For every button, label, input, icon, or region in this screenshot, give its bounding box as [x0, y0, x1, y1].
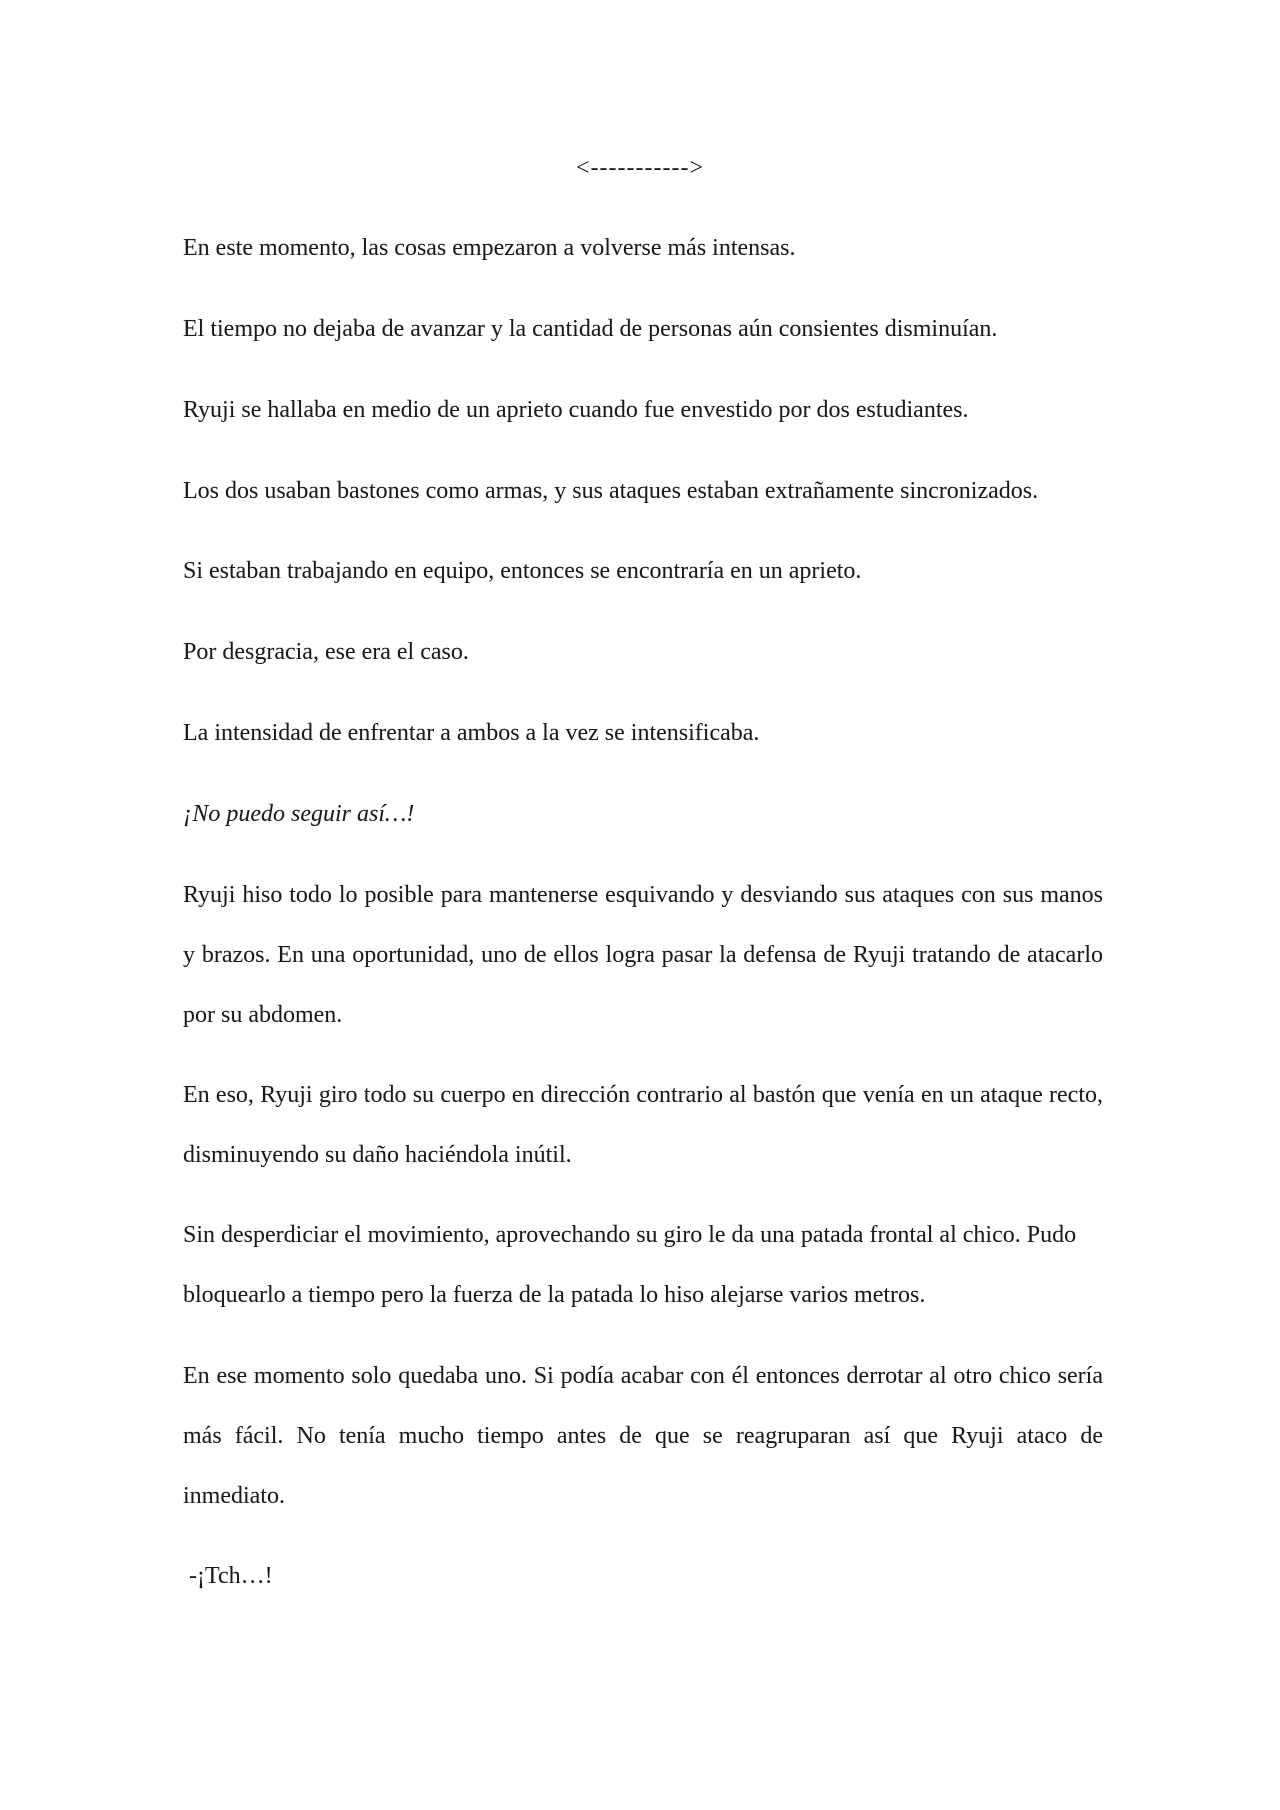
paragraph-1: En este momento, las cosas empezaron a volverse más intensas.	[183, 235, 796, 261]
paragraph-2: El tiempo no dejaba de avanzar y la cantidad de personas aún consientes disminuían.	[183, 316, 998, 342]
paragraph-4: Los dos usaban bastones como armas, y sus ataques estaban extrañamente sincronizados.	[183, 478, 1039, 504]
paragraph-6: Por desgracia, ese era el caso.	[183, 639, 469, 665]
section-divider: <----------->	[576, 155, 704, 181]
paragraph-9: Ryuji hiso todo lo posible para mantenerse esquivando y desviando sus ataques con sus manos y brazos. En una oportunidad, uno de ellos logra pasar la defensa de Ryuji tratando de atacarlo por su abdomen.	[183, 882, 1103, 1028]
paragraph-13-dialogue: -¡Tch…!	[183, 1563, 273, 1589]
paragraph-5: Si estaban trabajando en equipo, entonces se encontraría en un aprieto.	[183, 558, 862, 584]
paragraph-12: En ese momento solo quedaba uno. Si podía acabar con él entonces derrotar al otro chico sería más fácil. No tenía mucho tiempo antes de que se reagruparan así que Ryuji ataco de inmediato.	[183, 1363, 1103, 1509]
paragraph-11: Sin desperdiciar el movimiento, aprovechando su giro le da una patada frontal al chico. Pudo bloquearlo a tiempo pero la fuerza de la patada lo hiso alejarse varios metros.	[183, 1222, 1077, 1308]
paragraph-10: En eso, Ryuji giro todo su cuerpo en dirección contrario al bastón que venía en un ataque recto, disminuyendo su daño haciéndola inútil.	[183, 1082, 1103, 1168]
paragraph-7: La intensidad de enfrentar a ambos a la vez se intensificaba.	[183, 720, 760, 746]
paragraph-8-thought: ¡No puedo seguir así…!	[183, 801, 415, 827]
paragraph-3: Ryuji se hallaba en medio de un aprieto cuando fue envestido por dos estudiantes.	[183, 397, 969, 423]
